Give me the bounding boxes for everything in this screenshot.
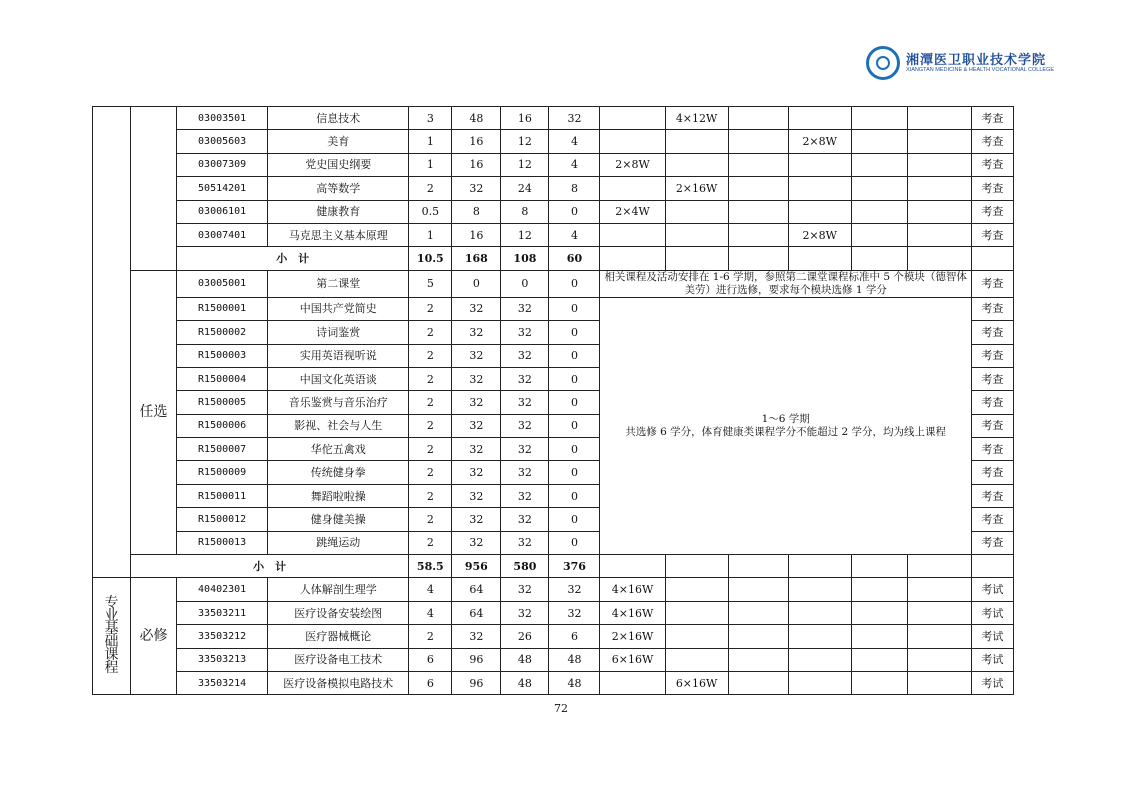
assessment-cell: 考查 [971, 438, 1013, 461]
course-code: R1500002 [177, 321, 268, 344]
course-code: 03003501 [177, 107, 268, 130]
empty-cell [971, 247, 1013, 270]
semester-cell [665, 200, 728, 223]
subtotal-total: 956 [452, 555, 501, 578]
group-cell-public [93, 107, 131, 578]
semester-cell [665, 578, 728, 601]
course-code: R1500004 [177, 367, 268, 390]
practice-hours-cell: 0 [549, 367, 600, 390]
practice-hours-cell: 0 [549, 200, 600, 223]
semester-cell [728, 200, 788, 223]
course-code: 03005001 [177, 270, 268, 297]
theory-hours-cell: 32 [501, 321, 549, 344]
assessment-cell: 考查 [971, 297, 1013, 320]
course-name: 中国文化英语谈 [268, 367, 409, 390]
empty-cell [788, 247, 851, 270]
elective-note-line1: 1～6 学期 [761, 412, 810, 425]
semester-cell [851, 671, 907, 694]
semester-cell [665, 625, 728, 648]
theory-hours-cell: 32 [501, 297, 549, 320]
course-name: 医疗器械概论 [268, 625, 409, 648]
table-row [93, 177, 1014, 200]
total-hours-cell: 0 [452, 270, 501, 297]
credit-cell: 2 [409, 531, 452, 554]
total-hours-cell: 32 [452, 414, 501, 437]
credit-cell: 5 [409, 270, 452, 297]
total-hours-cell: 32 [452, 531, 501, 554]
subtotal-label: 小 计 [177, 247, 409, 270]
table-row [93, 578, 1014, 601]
course-name: 实用英语视听说 [268, 344, 409, 367]
curriculum-table [92, 106, 1014, 695]
semester-cell [851, 601, 907, 624]
semester-cell [728, 648, 788, 671]
semester-cell [907, 625, 971, 648]
course-code: 33503213 [177, 648, 268, 671]
total-hours-cell: 32 [452, 177, 501, 200]
total-hours-cell: 32 [452, 508, 501, 531]
theory-hours-cell: 8 [501, 200, 549, 223]
practice-hours-cell: 48 [549, 671, 600, 694]
semester-cell [728, 223, 788, 246]
semester-cell [728, 671, 788, 694]
course-name: 音乐鉴赏与音乐治疗 [268, 391, 409, 414]
assessment-cell: 考查 [971, 223, 1013, 246]
semester-cell [788, 153, 851, 176]
total-hours-cell: 8 [452, 200, 501, 223]
course-code: 33503212 [177, 625, 268, 648]
semester-cell: 2×8W [788, 130, 851, 153]
assessment-cell: 考查 [971, 130, 1013, 153]
theory-hours-cell: 32 [501, 508, 549, 531]
subtotal-credit: 58.5 [409, 555, 452, 578]
page-number: 72 [554, 702, 568, 715]
semester-cell [600, 671, 665, 694]
table-row [93, 130, 1014, 153]
empty-cell [851, 555, 907, 578]
theory-hours-cell: 12 [501, 223, 549, 246]
theory-hours-cell: 26 [501, 625, 549, 648]
credit-cell: 2 [409, 414, 452, 437]
theory-hours-cell: 12 [501, 130, 549, 153]
assessment-cell: 考查 [971, 508, 1013, 531]
course-name: 传统健身拳 [268, 461, 409, 484]
total-hours-cell: 32 [452, 461, 501, 484]
semester-cell [600, 107, 665, 130]
credit-cell: 2 [409, 461, 452, 484]
course-code: R1500001 [177, 297, 268, 320]
assessment-cell: 考查 [971, 107, 1013, 130]
course-code: 33503211 [177, 601, 268, 624]
assessment-cell: 考查 [971, 461, 1013, 484]
total-hours-cell: 16 [452, 223, 501, 246]
semester-cell [851, 107, 907, 130]
practice-hours-cell: 0 [549, 344, 600, 367]
semester-cell [851, 578, 907, 601]
semester-cell [851, 200, 907, 223]
theory-hours-cell: 0 [501, 270, 549, 297]
semester-cell [851, 625, 907, 648]
semester-cell: 2×16W [600, 625, 665, 648]
assessment-cell: 考查 [971, 321, 1013, 344]
total-hours-cell: 32 [452, 297, 501, 320]
course-name: 华佗五禽戏 [268, 438, 409, 461]
total-hours-cell: 48 [452, 107, 501, 130]
credit-cell: 4 [409, 601, 452, 624]
semester-cell [728, 107, 788, 130]
course-code: R1500011 [177, 484, 268, 507]
theory-hours-cell: 32 [501, 391, 549, 414]
course-code: 40402301 [177, 578, 268, 601]
semester-cell: 2×4W [600, 200, 665, 223]
subgroup-cell-required [131, 107, 177, 271]
credit-cell: 1 [409, 130, 452, 153]
practice-hours-cell: 32 [549, 578, 600, 601]
total-hours-cell: 96 [452, 648, 501, 671]
semester-cell [907, 153, 971, 176]
table-row [93, 107, 1014, 130]
semester-cell [600, 177, 665, 200]
practice-hours-cell: 0 [549, 414, 600, 437]
total-hours-cell: 32 [452, 367, 501, 390]
credit-cell: 2 [409, 177, 452, 200]
practice-hours-cell: 6 [549, 625, 600, 648]
theory-hours-cell: 32 [501, 578, 549, 601]
practice-hours-cell: 0 [549, 461, 600, 484]
semester-cell [851, 177, 907, 200]
practice-hours-cell: 4 [549, 223, 600, 246]
subgroup-cell-elective: 任选 [131, 270, 177, 554]
semester-cell [728, 153, 788, 176]
semester-cell [851, 223, 907, 246]
practice-hours-cell: 48 [549, 648, 600, 671]
empty-cell [907, 555, 971, 578]
semester-cell [788, 578, 851, 601]
course-name: 人体解剖生理学 [268, 578, 409, 601]
total-hours-cell: 64 [452, 578, 501, 601]
semester-cell [788, 177, 851, 200]
course-code: 03007401 [177, 223, 268, 246]
assessment-cell: 考查 [971, 153, 1013, 176]
credit-cell: 4 [409, 578, 452, 601]
logo-subtitle: XIANGTAN MEDICINE & HEALTH VOCATIONAL COLLEGE [906, 67, 1055, 73]
credit-cell: 1 [409, 223, 452, 246]
credit-cell: 2 [409, 508, 452, 531]
course-code: R1500003 [177, 344, 268, 367]
course-name: 影视、社会与人生 [268, 414, 409, 437]
college-logo [866, 46, 1055, 86]
semester-cell [665, 153, 728, 176]
subtotal-practice: 60 [549, 247, 600, 270]
total-hours-cell: 96 [452, 671, 501, 694]
table-row [93, 270, 1014, 297]
table-row [93, 625, 1014, 648]
semester-cell [851, 648, 907, 671]
semester-cell [851, 153, 907, 176]
subtotal-theory: 580 [501, 555, 549, 578]
practice-hours-cell: 4 [549, 130, 600, 153]
course-code: R1500005 [177, 391, 268, 414]
semester-cell [907, 130, 971, 153]
theory-hours-cell: 32 [501, 344, 549, 367]
course-name: 高等数学 [268, 177, 409, 200]
semester-cell [907, 648, 971, 671]
course-code: R1500012 [177, 508, 268, 531]
empty-cell [907, 247, 971, 270]
semester-cell [907, 200, 971, 223]
semester-cell [665, 130, 728, 153]
assessment-cell: 考查 [971, 484, 1013, 507]
semester-cell [600, 223, 665, 246]
empty-cell [851, 247, 907, 270]
assessment-cell: 考试 [971, 625, 1013, 648]
course-name: 医疗设备模拟电路技术 [268, 671, 409, 694]
course-code: R1500013 [177, 531, 268, 554]
credit-cell: 6 [409, 671, 452, 694]
course-code: R1500009 [177, 461, 268, 484]
elective-note-line2: 共选修 6 学分，体育健康类课程学分不能超过 2 学分，均为线上课程 [625, 425, 947, 438]
theory-hours-cell: 32 [501, 438, 549, 461]
semester-cell [788, 671, 851, 694]
semester-cell [907, 223, 971, 246]
group-cell-prof-basic: 专业基础课程 [93, 578, 131, 695]
empty-cell [728, 247, 788, 270]
total-hours-cell: 32 [452, 484, 501, 507]
semester-cell: 2×16W [665, 177, 728, 200]
semester-cell [665, 648, 728, 671]
theory-hours-cell: 32 [501, 414, 549, 437]
course-name: 党史国史纲要 [268, 153, 409, 176]
empty-cell [788, 555, 851, 578]
empty-cell [971, 555, 1013, 578]
credit-cell: 2 [409, 625, 452, 648]
semester-cell: 6×16W [665, 671, 728, 694]
course-code: 03006101 [177, 200, 268, 223]
assessment-cell: 考试 [971, 578, 1013, 601]
course-name: 马克思主义基本原理 [268, 223, 409, 246]
assessment-cell: 考试 [971, 671, 1013, 694]
course-name: 跳绳运动 [268, 531, 409, 554]
semester-cell [665, 223, 728, 246]
total-hours-cell: 32 [452, 625, 501, 648]
theory-hours-cell: 32 [501, 531, 549, 554]
subtotal-credit: 10.5 [409, 247, 452, 270]
elective-note [600, 297, 971, 554]
semester-cell [907, 601, 971, 624]
semester-cell: 4×16W [600, 601, 665, 624]
credit-cell: 2 [409, 297, 452, 320]
credit-cell: 2 [409, 344, 452, 367]
practice-hours-cell: 0 [549, 391, 600, 414]
theory-hours-cell: 32 [501, 461, 549, 484]
assessment-cell: 考查 [971, 391, 1013, 414]
empty-cell [600, 555, 665, 578]
semester-cell [728, 625, 788, 648]
assessment-cell: 考试 [971, 601, 1013, 624]
assessment-cell: 考查 [971, 177, 1013, 200]
table-row [93, 555, 1014, 578]
semester-cell [788, 625, 851, 648]
semester-cell: 4×16W [600, 578, 665, 601]
logo-name: 湘潭医卫职业技术学院 [906, 53, 1047, 68]
table-row [93, 223, 1014, 246]
subtotal-label: 小 计 [131, 555, 409, 578]
course-code: R1500007 [177, 438, 268, 461]
semester-cell [907, 671, 971, 694]
semester-cell [728, 130, 788, 153]
total-hours-cell: 32 [452, 438, 501, 461]
semester-cell [728, 601, 788, 624]
theory-hours-cell: 32 [501, 367, 549, 390]
practice-hours-cell: 32 [549, 107, 600, 130]
assessment-cell: 考查 [971, 531, 1013, 554]
total-hours-cell: 16 [452, 130, 501, 153]
semester-cell [851, 130, 907, 153]
credit-cell: 2 [409, 484, 452, 507]
empty-cell [600, 247, 665, 270]
semester-cell: 2×8W [788, 223, 851, 246]
assessment-cell: 考试 [971, 648, 1013, 671]
theory-hours-cell: 16 [501, 107, 549, 130]
practice-hours-cell: 0 [549, 297, 600, 320]
course-name: 中国共产党简史 [268, 297, 409, 320]
course-name: 医疗设备电工技术 [268, 648, 409, 671]
subtotal-theory: 108 [501, 247, 549, 270]
theory-hours-cell: 32 [501, 484, 549, 507]
table-row [93, 297, 1014, 320]
second-class-note: 相关课程及活动安排在 1-6 学期，参照第二课堂课程标准中 5 个模块（德智体美劳）进行选修，要求每个模块选修 1 学分 [600, 270, 971, 297]
credit-cell: 0.5 [409, 200, 452, 223]
course-name: 诗词鉴赏 [268, 321, 409, 344]
semester-cell [728, 578, 788, 601]
empty-cell [665, 247, 728, 270]
theory-hours-cell: 24 [501, 177, 549, 200]
semester-cell [665, 601, 728, 624]
semester-cell [728, 177, 788, 200]
theory-hours-cell: 48 [501, 648, 549, 671]
subtotal-practice: 376 [549, 555, 600, 578]
assessment-cell: 考查 [971, 414, 1013, 437]
credit-cell: 2 [409, 391, 452, 414]
semester-cell [788, 200, 851, 223]
assessment-cell: 考查 [971, 270, 1013, 297]
table-row [93, 247, 1014, 270]
practice-hours-cell: 0 [549, 270, 600, 297]
theory-hours-cell: 12 [501, 153, 549, 176]
logo-emblem-icon [866, 46, 900, 80]
table-row [93, 671, 1014, 694]
semester-cell [907, 107, 971, 130]
credit-cell: 2 [409, 321, 452, 344]
course-code: 03005603 [177, 130, 268, 153]
table-row [93, 648, 1014, 671]
course-name: 信息技术 [268, 107, 409, 130]
practice-hours-cell: 0 [549, 508, 600, 531]
course-name: 第二课堂 [268, 270, 409, 297]
course-code: 50514201 [177, 177, 268, 200]
course-name: 美育 [268, 130, 409, 153]
credit-cell: 6 [409, 648, 452, 671]
total-hours-cell: 16 [452, 153, 501, 176]
semester-cell: 6×16W [600, 648, 665, 671]
credit-cell: 1 [409, 153, 452, 176]
empty-cell [665, 555, 728, 578]
total-hours-cell: 32 [452, 391, 501, 414]
semester-cell [788, 107, 851, 130]
assessment-cell: 考查 [971, 367, 1013, 390]
course-name: 健康教育 [268, 200, 409, 223]
credit-cell: 2 [409, 438, 452, 461]
table-row [93, 153, 1014, 176]
course-code: 03007309 [177, 153, 268, 176]
practice-hours-cell: 0 [549, 531, 600, 554]
subtotal-total: 168 [452, 247, 501, 270]
semester-cell [788, 601, 851, 624]
total-hours-cell: 32 [452, 321, 501, 344]
empty-cell [728, 555, 788, 578]
course-name: 健身健美操 [268, 508, 409, 531]
course-code: 33503214 [177, 671, 268, 694]
semester-cell [600, 130, 665, 153]
practice-hours-cell: 0 [549, 438, 600, 461]
credit-cell: 3 [409, 107, 452, 130]
practice-hours-cell: 4 [549, 153, 600, 176]
table-row [93, 601, 1014, 624]
practice-hours-cell: 8 [549, 177, 600, 200]
subgroup-cell-required: 必修 [131, 578, 177, 695]
assessment-cell: 考查 [971, 200, 1013, 223]
total-hours-cell: 64 [452, 601, 501, 624]
course-name: 医疗设备安装绘图 [268, 601, 409, 624]
semester-cell [907, 578, 971, 601]
theory-hours-cell: 32 [501, 601, 549, 624]
total-hours-cell: 32 [452, 344, 501, 367]
credit-cell: 2 [409, 367, 452, 390]
semester-cell [788, 648, 851, 671]
table-row [93, 200, 1014, 223]
assessment-cell: 考查 [971, 344, 1013, 367]
theory-hours-cell: 48 [501, 671, 549, 694]
semester-cell: 4×12W [665, 107, 728, 130]
course-code: R1500006 [177, 414, 268, 437]
practice-hours-cell: 0 [549, 321, 600, 344]
semester-cell [907, 177, 971, 200]
semester-cell: 2×8W [600, 153, 665, 176]
course-name: 舞蹈啦啦操 [268, 484, 409, 507]
practice-hours-cell: 0 [549, 484, 600, 507]
practice-hours-cell: 32 [549, 601, 600, 624]
